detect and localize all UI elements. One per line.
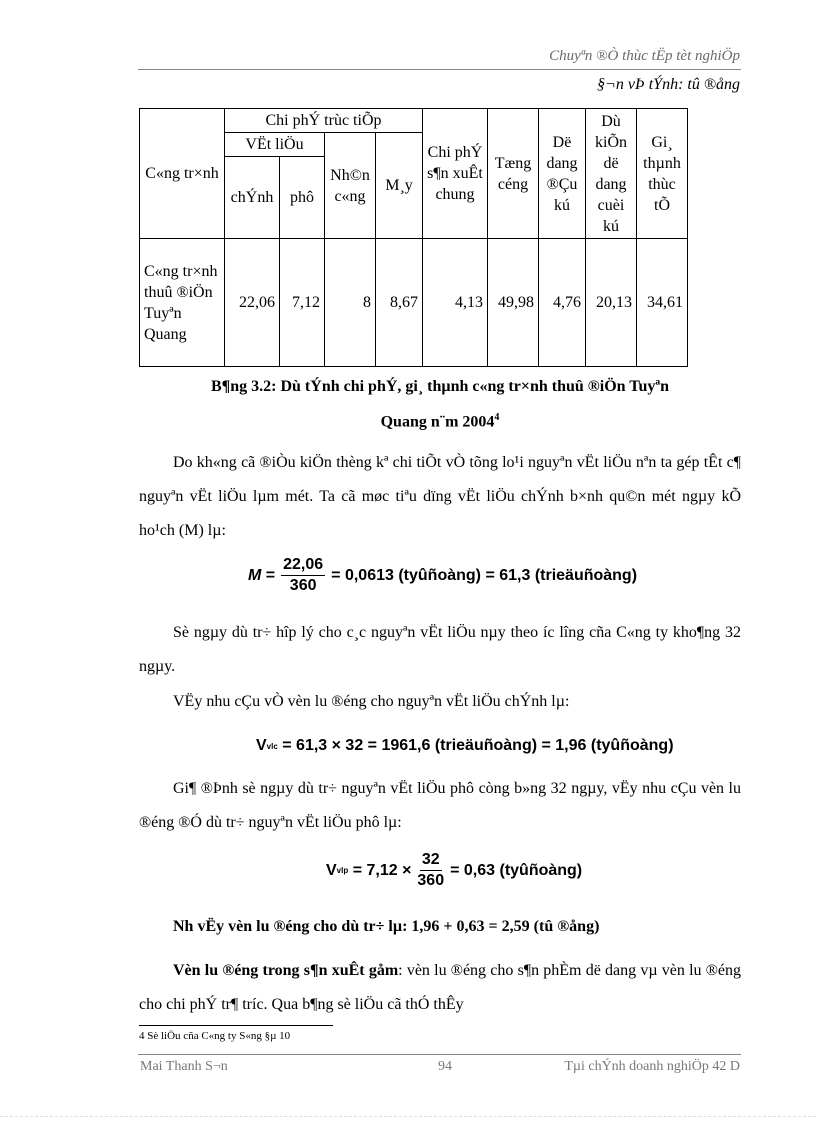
eq2-sub: vlc (266, 741, 278, 751)
cell-dd-dau: 4,76 (539, 239, 586, 367)
cell-gia-thanh: 34,61 (637, 239, 688, 367)
th-chi-phi-truc-tiep: Chi phÝ trùc tiÕp (225, 109, 423, 133)
header-rule (138, 69, 741, 70)
eq3-lhs: V (326, 861, 337, 879)
row-label: C«ng tr×nh thuû ®iÖn Tuyªn Quang (140, 239, 225, 367)
cell-may: 8,67 (376, 239, 423, 367)
paragraph-2: Sè ngµy dù tr÷ hîp lý cho c¸c nguyªn vËt liÖu nµy theo íc lîng cña C«ng ty kho¶ng 32 ngµy. (139, 624, 741, 675)
page-number: 94 (438, 1059, 452, 1074)
paragraph-6-lead: Vèn lu ®éng trong s¶n xuÊt gåm (173, 962, 399, 979)
footer-class: Tµi chÝnh doanh nghiÖp 42 D (564, 1059, 740, 1074)
page-edge-divider (0, 1116, 816, 1117)
equation-vlp (326, 851, 582, 890)
th-do-dang-dau: Dë dang ®Çu kú (539, 109, 586, 239)
eq1-rhs: = 0,0613 (tyûñoàng) = 61,3 (trieäuñoàng) (331, 566, 638, 584)
th-tong-cong: Tæng céng (488, 109, 539, 239)
cell-vl-chinh: 22,06 (225, 239, 280, 367)
paragraph-4: Gi¶ ®Þnh sè ngµy dù tr÷ nguyªn vËt liÖu phô còng b»ng 32 ngµy, vËy nhu cÇu vèn lu ®éng ®Ó dù tr÷ nguyªn vËt liÖu phô lµ: (139, 780, 741, 831)
paragraph-5: Nh vËy vèn lu ®éng cho dù tr÷ lµ: 1,96 + 0,63 = 2,59 (tû ®ång) (173, 918, 600, 935)
footnote-text: Sè liÖu cña C«ng ty S«ng §µ 10 (147, 1030, 291, 1042)
eq1-fraction (281, 556, 325, 595)
footer-rule (138, 1054, 741, 1055)
th-gia-thanh: Gi¸ thµnh thùc tÕ (637, 109, 688, 239)
th-may: M¸y (376, 133, 423, 239)
cell-nhan-cong: 8 (325, 239, 376, 367)
th-phu: phô (280, 157, 325, 239)
table-caption-line2 (139, 412, 741, 431)
th-nhan-cong: Nh©n c«ng (325, 133, 376, 239)
eq1-lhs: M (248, 566, 262, 584)
eq1-numerator: 22,06 (281, 556, 325, 576)
paragraph-6-body: : vèn lu ®éng cho s¶n phÈm dë dang vµ vèn lu ®éng cho chi phÝ tr¶ tríc. Qua b¶ng sè liÖu cã thÓ thÊy (139, 962, 741, 1013)
footnote-rule (139, 1025, 333, 1026)
footer-author: Mai Thanh S¬n (140, 1059, 228, 1074)
cell-sxc: 4,13 (423, 239, 488, 367)
running-header: Chuyªn ®Ò thùc tËp tèt nghiÖp (549, 48, 740, 64)
th-congtrinh: C«ng tr×nh (140, 109, 225, 239)
paragraph-1: Do kh«ng cã ®iÒu kiÖn thèng kª chi tiÕt vÒ tõng lo¹i nguyªn vËt liÖu nªn ta gép tÊt c¶ nguyªn vËt liÖu lµm mét. Ta cã møc tiªu dïng vËt liÖu chÝnh b×nh qu©n mét ngµy kÕ ho¹ch (M) lµ: (139, 454, 741, 539)
eq3-numerator: 32 (420, 851, 442, 871)
equation-m: M = $\frac{22,06}{360}$ = 0,0613 (tyûñoàng) = 61,3 (trieäuñoàng) (248, 556, 638, 594)
eq3-denominator: 360 (417, 872, 445, 889)
eq3-sub: vlp (336, 866, 349, 875)
footnote (139, 1030, 290, 1042)
paragraph-6 (139, 954, 741, 1022)
th-vat-lieu: VËt liÖu (225, 133, 325, 157)
cost-table (139, 108, 688, 367)
eq3-fraction (417, 851, 444, 890)
cell-dd-cuoi: 20,13 (586, 239, 637, 367)
eq2-lhs: V (256, 737, 267, 754)
eq3-rhs: = 0,63 (tyûñoàng) (450, 861, 583, 879)
eq3-mid: = 7,12 × (352, 861, 412, 879)
th-chi-phi-sxc: Chi phÝ s¶n xuÊt chung (423, 109, 488, 239)
equation-vlc (256, 737, 674, 755)
caption-text: Quang n¨m 2004 (380, 413, 495, 431)
footnote-ref: 4 (494, 412, 500, 423)
table-caption-line1: B¶ng 3.2: Dù tÝnh chi phÝ, gi¸ thµnh c«ng tr×nh thuû ®iÖn Tuyªn (210, 378, 670, 395)
eq1-denominator: 360 (289, 577, 317, 594)
th-chinh: chÝnh (225, 157, 280, 239)
th-do-dang-cuoi: Dù kiÕn dë dang cuèi kú (586, 109, 637, 239)
paragraph-3: VËy nhu cÇu vÒ vèn lu ®éng cho nguyªn vËt liÖu chÝnh lµ: (173, 693, 570, 710)
footnote-mark: 4 (139, 1030, 145, 1042)
eq2-rhs: = 61,3 × 32 = 1961,6 (trieäuñoàng) = 1,96 (tyûñoàng) (282, 737, 674, 754)
unit-label: §¬n vÞ tÝnh: tû ®ång (597, 76, 740, 93)
cell-vl-phu: 7,12 (280, 239, 325, 367)
cell-tong: 49,98 (488, 239, 539, 367)
